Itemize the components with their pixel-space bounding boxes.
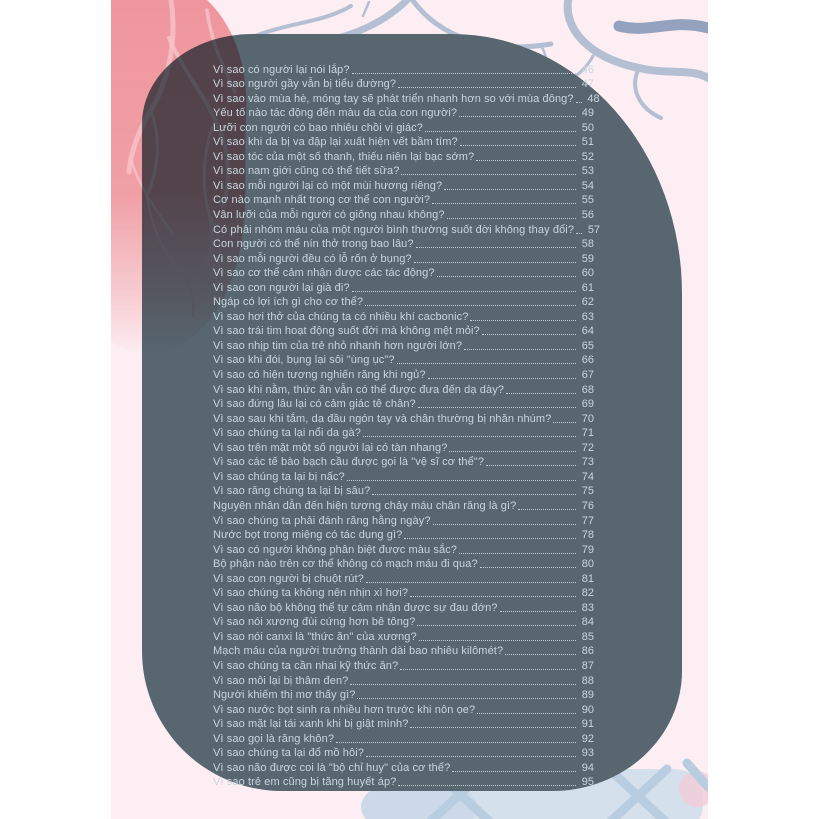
- toc-entry: [213, 745, 594, 760]
- toc-entry-label: Vì sao vào mùa hè, móng tay sẽ phát triển nhanh hơn so với mùa đông?: [213, 92, 574, 105]
- toc-entry-page: 46: [581, 63, 594, 76]
- dot-leader: [357, 697, 576, 699]
- toc-entry: [213, 250, 594, 265]
- toc-entry: [213, 352, 594, 367]
- dot-leader: [464, 348, 576, 350]
- toc-entry-page: 94: [581, 761, 594, 774]
- dot-leader: [410, 595, 576, 597]
- dot-leader: [425, 130, 576, 132]
- dot-leader: [365, 304, 576, 306]
- toc-entry-label: Vì sao có người không phân biệt được màu sắc?: [213, 543, 458, 556]
- toc-entry-page: 95: [581, 776, 594, 789]
- page-artwork: [111, 0, 708, 819]
- toc-entry-label: Vì sao chúng ta lại đổ mồ hôi?: [213, 747, 364, 760]
- toc-entry: [213, 483, 594, 498]
- toc-entry-label: Vì sao con người bị chuột rút?: [213, 572, 364, 585]
- toc-entry-page: 74: [581, 470, 594, 483]
- toc-entry-page: 53: [581, 165, 594, 178]
- dot-leader: [336, 741, 576, 743]
- toc-entry: [213, 541, 594, 556]
- toc-entry-label: Nước bọt trong miệng có tác dụng gì?: [213, 529, 403, 542]
- toc-entry-page: 56: [581, 209, 594, 222]
- toc-entry-label: Vì sao chúng ta không nên nhịn xì hơi?: [213, 587, 409, 600]
- dot-leader: [404, 537, 576, 539]
- toc-entry-page: 71: [581, 427, 594, 440]
- toc-entry: [213, 177, 594, 192]
- toc-entry-label: Vì sao răng chúng ta lại bị sâu?: [213, 485, 371, 498]
- dot-leader: [366, 581, 576, 583]
- dot-leader: [419, 639, 576, 641]
- toc-entry: [213, 410, 594, 425]
- toc-entry-page: 73: [581, 456, 594, 469]
- toc-entry: [213, 701, 594, 716]
- toc-entry: [213, 439, 594, 454]
- dot-leader: [437, 275, 576, 277]
- toc-entry-page: 68: [581, 383, 594, 396]
- toc-entry-page: 79: [581, 543, 594, 556]
- toc-entry: [213, 221, 601, 236]
- toc-entry-label: Vì sao nhịp tim của trẻ nhỏ nhanh hơn người lớn?: [213, 339, 463, 352]
- dot-leader: [576, 232, 582, 234]
- toc-entry-label: Người khiếm thị mơ thấy gì?: [213, 689, 356, 702]
- toc-entry-page: 82: [581, 587, 594, 600]
- toc-entry-label: Vì sao con người lại già đi?: [213, 281, 350, 294]
- toc-entry: [213, 628, 594, 643]
- toc-entry: [213, 672, 594, 687]
- toc-entry-label: Yếu tố nào tác động đến màu da của con người?: [213, 107, 458, 120]
- toc-entry-page: 86: [581, 645, 594, 658]
- toc-entry: [213, 468, 594, 483]
- toc-entry-label: Vì sao có hiện tượng nghiến răng khi ngủ?: [213, 369, 426, 382]
- toc-entry-label: Vì sao trái tim hoạt động suốt đời mà không mệt mỏi?: [213, 325, 480, 338]
- toc-entry-label: Vì sao mỗi người đều có lỗ rốn ở bụng?: [213, 252, 412, 265]
- toc-entry: [213, 643, 594, 658]
- toc-entry-label: Vì sao nước bọt sinh ra nhiều hơn trước khi nôn ọe?: [213, 703, 476, 716]
- toc-entry: [213, 90, 600, 105]
- toc-entry: [213, 497, 594, 512]
- toc-entry: [213, 76, 594, 91]
- toc-entry: [213, 570, 594, 585]
- dot-leader: [398, 784, 576, 786]
- toc-entry-label: Vì sao trên mặt một số người lại có tàn nhang?: [213, 441, 448, 454]
- toc-entry: [213, 454, 594, 469]
- toc-entry-page: 92: [581, 732, 594, 745]
- toc-entry-label: Vì sao mỗi người lại có một mùi hương riêng?: [213, 179, 443, 192]
- toc-entry-label: Vì sao chúng ta lại bị nấc?: [213, 470, 345, 483]
- toc-entry: [213, 599, 594, 614]
- toc-entry: [213, 425, 594, 440]
- toc-entry-page: 66: [581, 354, 594, 367]
- dot-leader: [397, 362, 576, 364]
- toc-entry: [213, 585, 594, 600]
- toc-entry: [213, 512, 594, 527]
- dot-leader: [398, 86, 576, 88]
- toc-entry: [213, 236, 594, 251]
- toc-entry-page: 84: [581, 616, 594, 629]
- toc-entry: [213, 148, 594, 163]
- toc-entry-label: Vì sao cơ thể cảm nhận được các tác động?: [213, 267, 435, 280]
- dot-leader: [416, 246, 576, 248]
- dot-leader: [506, 392, 576, 394]
- toc-entry-page: 49: [581, 107, 594, 120]
- toc-entry-label: Vì sao có người lại nói lắp?: [213, 63, 350, 76]
- toc-entry-label: Vì sao gọi là răng khôn?: [213, 732, 335, 745]
- dot-leader: [480, 566, 576, 568]
- dot-leader: [470, 319, 576, 321]
- dot-leader: [352, 290, 576, 292]
- toc-entry: [213, 163, 594, 178]
- dot-leader: [432, 202, 576, 204]
- toc-entry: [213, 323, 594, 338]
- toc-entry-page: 51: [581, 136, 594, 149]
- toc-entry-page: 61: [581, 281, 594, 294]
- dot-leader: [401, 173, 576, 175]
- toc-entry-page: 78: [581, 529, 594, 542]
- dot-leader: [352, 72, 576, 74]
- dot-leader: [459, 115, 576, 117]
- toc-entry: [213, 774, 594, 789]
- toc-entry-page: 76: [581, 499, 594, 512]
- toc-entry-page: 59: [581, 252, 594, 265]
- toc-entry-page: 57: [587, 223, 601, 236]
- dot-leader: [449, 450, 576, 452]
- toc-entry-label: Cơ nào mạnh nhất trong cơ thể con người?: [213, 194, 431, 207]
- toc-list: [213, 61, 601, 789]
- toc-entry: [213, 294, 594, 309]
- dot-leader: [482, 333, 576, 335]
- toc-entry: [213, 657, 594, 672]
- toc-entry-label: Nguyên nhân dẫn đến hiện tượng chảy máu chân răng là gì?: [213, 499, 517, 512]
- toc-entry-page: 88: [581, 674, 594, 687]
- toc-entry-page: 64: [581, 325, 594, 338]
- toc-entry: [213, 105, 594, 120]
- dot-leader: [363, 435, 576, 437]
- toc-entry: [213, 265, 594, 280]
- toc-entry-page: 72: [581, 441, 594, 454]
- toc-entry-label: Vì sao hơi thở của chúng ta có nhiều khí cacbonic?: [213, 310, 469, 323]
- toc-entry: [213, 527, 594, 542]
- toc-entry-label: Vì sao chúng ta lại nổi da gà?: [213, 427, 361, 440]
- dot-leader: [444, 188, 576, 190]
- toc-entry-label: Vì sao nói canxi là "thức ăn" của xương?: [213, 630, 417, 643]
- toc-entry-page: 77: [581, 514, 594, 527]
- toc-entry-label: Con người có thể nín thở trong bao lâu?: [213, 238, 414, 251]
- toc-entry-page: 75: [581, 485, 594, 498]
- toc-entry-label: Vì sao khi đói, bụng lại sôi "ùng ục"?: [213, 354, 395, 367]
- toc-entry-label: Vì sao não được coi là "bộ chỉ huy" của cơ thể?: [213, 761, 451, 774]
- dot-leader: [460, 144, 576, 146]
- toc-entry-page: 89: [581, 689, 594, 702]
- toc-entry-label: Vì sao trẻ em cũng bị tăng huyết áp?: [213, 776, 397, 789]
- toc-entry-page: 54: [581, 179, 594, 192]
- toc-entry-label: Vì sao nói xương đùi cứng hơn bê tông?: [213, 616, 416, 629]
- dot-leader: [500, 610, 576, 612]
- toc-entry-label: Ngáp có lợi ích gì cho cơ thể?: [213, 296, 364, 309]
- dot-leader: [518, 508, 576, 510]
- toc-entry-page: 83: [581, 601, 594, 614]
- toc-entry-label: Vì sao người gầy vẫn bị tiểu đường?: [213, 78, 397, 91]
- toc-entry-page: 91: [581, 718, 594, 731]
- dot-leader: [459, 552, 576, 554]
- toc-entry: [213, 119, 594, 134]
- toc-entry-page: 80: [581, 558, 594, 571]
- toc-entry-page: 48: [587, 92, 600, 105]
- toc-entry-page: 67: [581, 369, 594, 382]
- dot-leader: [476, 159, 576, 161]
- toc-entry-label: Có phải nhóm máu của một người bình thường suốt đời không thay đổi?: [213, 223, 575, 236]
- dot-leader: [452, 770, 576, 772]
- toc-entry-page: 60: [581, 267, 594, 280]
- toc-entry-label: Vì sao đứng lâu lại có cảm giác tê chân?: [213, 398, 416, 411]
- toc-entry-page: 62: [581, 296, 594, 309]
- toc-entry: [213, 614, 594, 629]
- toc-entry-page: 70: [581, 412, 594, 425]
- dot-leader: [347, 479, 576, 481]
- toc-entry-page: 87: [581, 659, 594, 672]
- dot-leader: [366, 755, 576, 757]
- toc-entry-label: Vì sao các tế bào bạch cầu được gọi là "vệ sĩ cơ thể"?: [213, 456, 485, 469]
- toc-entry: [213, 687, 594, 702]
- toc-entry: [213, 134, 594, 149]
- toc-entry-label: Vì sao tóc của một số thanh, thiếu niên lại bạc sớm?: [213, 150, 475, 163]
- toc-entry-page: 63: [581, 310, 594, 323]
- toc-entry-label: Vì sao khi da bị va đập lại xuất hiện vết bầm tím?: [213, 136, 458, 149]
- dot-leader: [417, 624, 576, 626]
- toc-entry-label: Bộ phận nào trên cơ thể không có mạch máu đi qua?: [213, 558, 478, 571]
- toc-entry: [213, 556, 594, 571]
- toc-entry-page: 85: [581, 630, 594, 643]
- toc-entry: [213, 308, 594, 323]
- dot-leader: [486, 464, 576, 466]
- toc-entry-label: Vì sao chúng ta cần nhai kỹ thức ăn?: [213, 659, 399, 672]
- toc-entry: [213, 730, 594, 745]
- toc-entry-label: Vì sao chúng ta phải đánh răng hằng ngày?: [213, 514, 431, 527]
- toc-entry: [213, 279, 594, 294]
- toc-entry: [213, 716, 594, 731]
- toc-entry: [213, 396, 594, 411]
- dot-leader: [350, 683, 576, 685]
- toc-entry-page: 81: [581, 572, 594, 585]
- toc-entry-page: 55: [581, 194, 594, 207]
- toc-entry: [213, 192, 594, 207]
- dot-leader: [477, 712, 576, 714]
- toc-entry-page: 52: [581, 150, 594, 163]
- dot-leader: [553, 421, 576, 423]
- dot-leader: [400, 668, 576, 670]
- toc-entry: [213, 381, 594, 396]
- toc-entry-page: 69: [581, 398, 594, 411]
- toc-entry: [213, 759, 594, 774]
- dot-leader: [418, 406, 576, 408]
- toc-entry: [213, 61, 594, 76]
- toc-entry: [213, 206, 594, 221]
- dot-leader: [372, 493, 576, 495]
- dot-leader: [433, 523, 576, 525]
- toc-entry-page: 93: [581, 747, 594, 760]
- toc-entry-page: 90: [581, 703, 594, 716]
- toc-entry-label: Vì sao môi lại bị thâm đen?: [213, 674, 349, 687]
- dot-leader: [576, 101, 582, 103]
- dot-leader: [447, 217, 576, 219]
- toc-entry: [213, 366, 594, 381]
- toc-entry-label: Vân lưỡi của mỗi người có giống nhau không?: [213, 209, 445, 222]
- toc-entry: [213, 337, 594, 352]
- dot-leader: [414, 261, 576, 263]
- toc-entry-label: Vì sao sau khi tắm, da đầu ngón tay và chân thường bị nhăn nhúm?: [213, 412, 552, 425]
- toc-entry-label: Lưỡi con người có bao nhiêu chồi vị giác?: [213, 121, 423, 134]
- toc-entry-label: Vì sao não bộ không thể tự cảm nhận được sự đau đớn?: [213, 601, 498, 614]
- toc-entry-label: Vì sao nam giới cũng có thể tiết sữa?: [213, 165, 400, 178]
- toc-entry-page: 65: [581, 339, 594, 352]
- toc-entry-label: Vì sao khi nằm, thức ăn vẫn có thể được đưa đến dạ dày?: [213, 383, 505, 396]
- dot-leader: [410, 726, 576, 728]
- dot-leader: [505, 653, 576, 655]
- toc-entry-page: 50: [581, 121, 594, 134]
- dot-leader: [428, 377, 576, 379]
- toc-entry-page: 47: [581, 78, 594, 91]
- toc-entry-page: 58: [581, 238, 594, 251]
- toc-entry-label: Vì sao mặt lại tái xanh khi bị giật mình?: [213, 718, 409, 731]
- toc-entry-label: Mạch máu của người trưởng thành dài bao nhiêu kilômét?: [213, 645, 504, 658]
